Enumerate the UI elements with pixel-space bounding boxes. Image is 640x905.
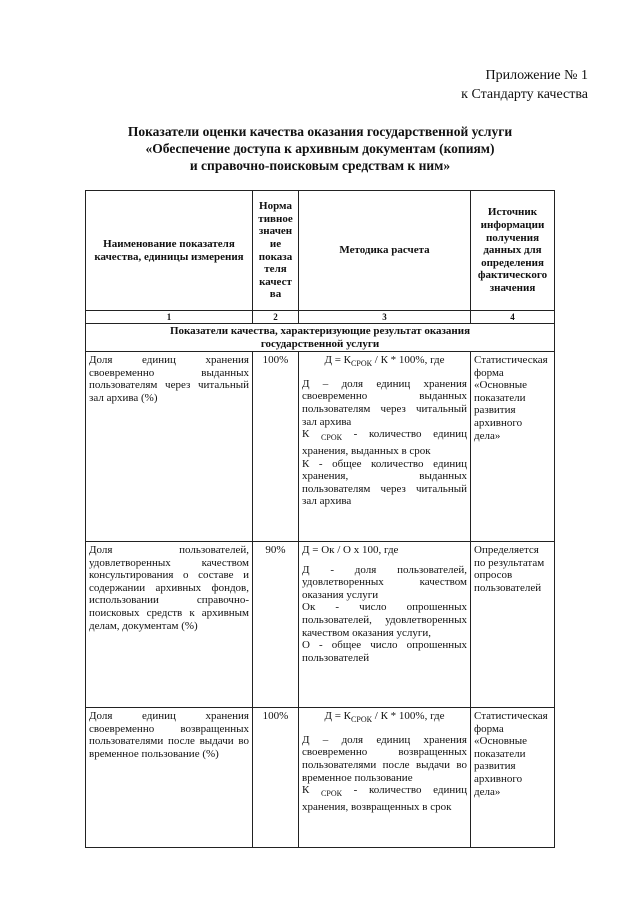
method-text: Д - доля пользователей, удовлетворенных качеством оказания услуги [302,563,467,601]
norm-value: 100% [253,352,299,542]
table-row [86,708,555,848]
col-number: 4 [471,311,555,324]
header-source: Источник информации получения данных для определения фактического значения [471,191,555,311]
col-number: 1 [86,311,253,324]
norm-value: 90% [253,542,299,708]
appendix-line-2: к Стандарту качества [461,87,588,102]
title-line-1: Показатели оценки качества оказания государственной услуги [127,124,513,139]
method-text: К $_{СРОК}$ - количество единиц хранения, выданных в срок [302,428,468,457]
method-text: О - общее число опрошенных пользователей [302,639,467,664]
method-text: Д – доля единиц хранения своевременно возвращенных пользователями после выдачи во временное пользование [302,733,467,784]
calculation-method [299,708,471,848]
calculation-method [299,542,471,708]
title-line-3: и справочно-поисковым средствам к ним» [189,158,451,173]
indicator-name: Доля единиц хранения своевременно выданных пользователям через читальный зал архива (%) [86,352,253,542]
method-text: К - общее количество единиц хранения, выданных пользователям через читальный зал архива [302,457,467,508]
header-method: Методика расчета [299,191,471,311]
norm-value: 100% [253,708,299,848]
section-title: Показатели качества, характеризующие результат оказания государственной услуги [86,324,555,352]
title-line-2: «Обеспечение доступа к архивным документам (копиям) [145,141,495,156]
col-number: 3 [299,311,471,324]
document-title [60,123,580,174]
data-source: Определяется по результатам опросов пользователей [471,542,555,708]
header-indicator-name: Наименование показателя качества, единицы измерения [86,191,253,311]
section-row [86,324,555,352]
method-text: К $_{СРОК}$ - количество единиц хранения, возвращенных в срок [302,784,468,813]
method-text: Д – доля единиц хранения своевременно выданных пользователям через читальный зал архива [302,377,467,428]
table-header-row [86,191,555,311]
calculation-method [299,352,471,542]
indicator-name: Доля пользователей, удовлетворенных качеством консультирования о составе и содержании архивных фондов, использовании справочно-поисковых средств к архивным делам, документам (%) [86,542,253,708]
data-source: Статистическая форма «Основные показатели развития архивного дела» [471,352,555,542]
indicator-name: Доля единиц хранения своевременно возвращенных пользователями после выдачи во временное пользование (%) [86,708,253,848]
formula: $Д = К_{СРОК} / К * 100\%$, где [324,354,445,369]
appendix-line-1: Приложение № 1 [485,68,588,83]
formula: Д = Ок / О х 100, где [302,544,399,556]
column-number-row [86,311,555,324]
formula: $Д = К_{СРОК} / К * 100\%$, где [324,710,445,725]
method-text: Ок - число опрошенных пользователей, удовлетворенных качеством оказания услуги, [302,601,467,639]
table-row [86,542,555,708]
data-source: Статистическая форма «Основные показатели развития архивного дела» [471,708,555,848]
header-norm-value: Норма тивное значен ие показа теля качест ва [253,191,299,311]
table-row [86,352,555,542]
col-number: 2 [253,311,299,324]
appendix-label [461,66,588,104]
indicators-table [85,190,555,848]
